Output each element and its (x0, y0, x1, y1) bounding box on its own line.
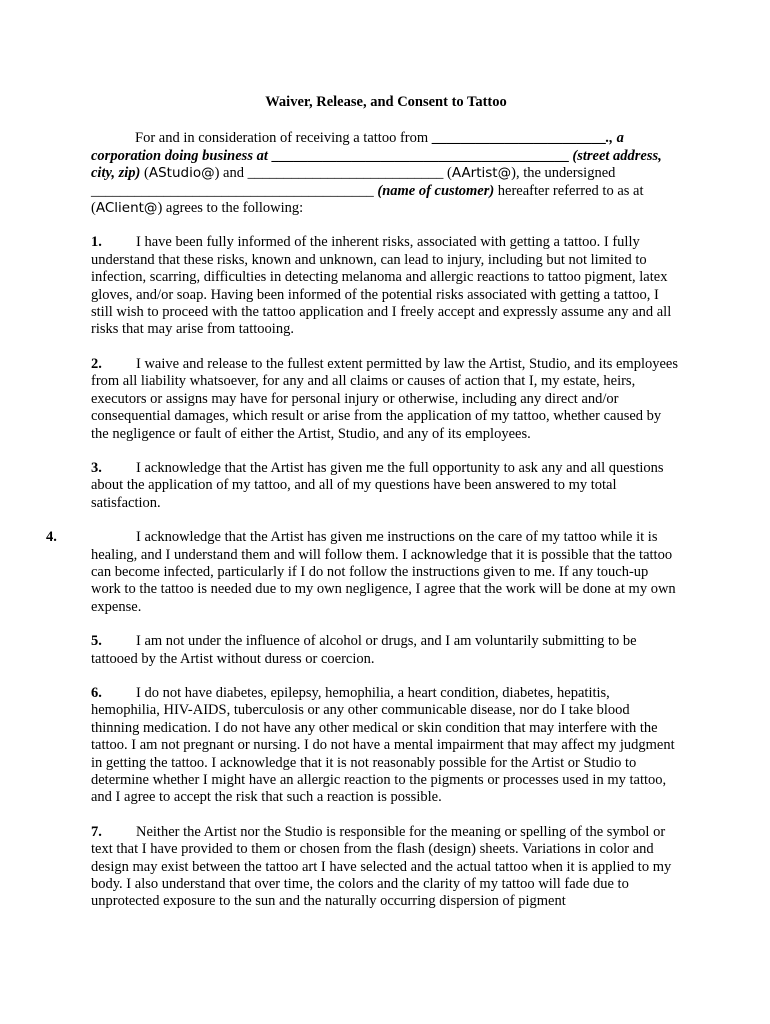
clause-number: 7. (91, 823, 102, 840)
clause-text: I have been fully informed of the inherent risks, associated with getting a tattoo. I fully understand that these risks, known and unknown, can lead to injury, including but not limited to infection, scarring, difficulties in detecting melanoma and allergic reactions to tattoo pigment, latex gloves, and/or soap. Having been informed of the potential risks associated with getting a tattoo, I still wish to proceed with the tattoo application and I freely accept and expressly assume any and all risks that may arise from tattooing. (91, 234, 672, 338)
customer-name-blank: _______________________________________ (91, 182, 374, 199)
artist-name-blank: ___________________________ (247, 165, 444, 182)
clause-5 (91, 633, 681, 668)
intro-text-6: ( (443, 165, 452, 182)
intro-paragraph (91, 130, 681, 217)
clause-number: 1. (91, 234, 102, 251)
intro-text-10: ) agrees to the following: (157, 200, 304, 217)
clause-4 (46, 529, 681, 616)
clause-text-rest: healing, and I understand them and will follow them. I acknowledge that it is possible that the tattoo can become infected, particularly if I do not follow the instructions given to me. If any touch-up work to the tattoo is needed due to my own negligence, I agree that the work will be done at my own expense. (91, 546, 676, 615)
intro-text-1: For and in consideration of receiving a tattoo from (135, 130, 432, 147)
clause-2 (91, 356, 681, 443)
clause-4-first-line (46, 529, 681, 546)
intro-customer-label: (name of customer) (373, 182, 495, 199)
clause-7 (91, 824, 681, 911)
clause-6 (91, 685, 681, 807)
clause-text: I waive and release to the fullest extent permitted by law the Artist, Studio, and its employees from all liability whatsoever, for any and all claims or causes of action that I, my estate, heirs, executors or assigns may have for personal injury or otherwise, including any direct and/or consequential damages, which result or arise from the application of my tattoo, whether caused by the negligence or fault of either the Artist, Studio, and any of its employees. (91, 355, 679, 442)
clause-text: I acknowledge that the Artist has given me the full opportunity to ask any and all questions about the application of my tattoo, and all of my questions have been answered to my total satisfaction. (91, 459, 664, 511)
clause-text: Neither the Artist nor the Studio is responsible for the meaning or spelling of the symbol or text that I have provided to them or chosen from the flash (design) sheets. Variations in color and design may exist between the tattoo art I have selected and the actual tattoo when it is applied to my body. I also understand that over time, the colors and the clarity of my tattoo will fade due to unprotected exposure to the sun and the naturally occurring dispersion of pigment (91, 823, 672, 910)
intro-corporation-text: ., a corporation doing business at (91, 130, 624, 164)
clause-number: 4. (46, 529, 57, 546)
intro-text-9: hereafter referred to as at ( (91, 182, 644, 217)
clause-number: 6. (91, 684, 102, 701)
client-term: AClient@ (95, 200, 158, 217)
clause-number: 3. (91, 459, 102, 476)
document-page (46, 94, 681, 928)
intro-text-7: ), the undersigned (511, 165, 616, 182)
intro-street-address-label: (street address, city, zip) (91, 147, 662, 182)
studio-name-blank: ________________________ (431, 130, 606, 147)
intro-text-5: ) and (214, 165, 248, 182)
clause-text-first: I acknowledge that the Artist has given me instructions on the care of my tattoo while it is (136, 529, 658, 546)
document-title: Waiver, Release, and Consent to Tattoo (265, 94, 507, 110)
clause-text: I do not have diabetes, epilepsy, hemophilia, a heart condition, diabetes, hepatitis, hemophilia, HIV-AIDS, tuberculosis or any other communicable disease, nor do I take blood thinning medication. I do not have any other medical or skin condition that may interfere with the tattoo. I am not pregnant or nursing. I do not have a mental impairment that may affect my judgment in getting the tattoo. I acknowledge that it is not reasonably possible for the Artist or Studio to determine whether I might have an allergic reaction to the pigments or processes used in my tattoo, and I agree to accept the risk that such a reaction is possible. (91, 684, 675, 806)
clause-number: 2. (91, 355, 102, 372)
clause-3 (91, 460, 681, 512)
clause-number: 5. (91, 633, 102, 650)
intro-text-4: ( (140, 165, 149, 182)
studio-address-blank: _________________________________________ (271, 147, 569, 164)
artist-term: AArtist@ (451, 165, 512, 182)
clause-1 (91, 234, 681, 338)
clause-text: I am not under the influence of alcohol or drugs, and I am voluntarily submitting to be tattooed by the Artist without duress or coercion. (91, 633, 637, 667)
studio-term: AStudio@ (148, 165, 215, 182)
